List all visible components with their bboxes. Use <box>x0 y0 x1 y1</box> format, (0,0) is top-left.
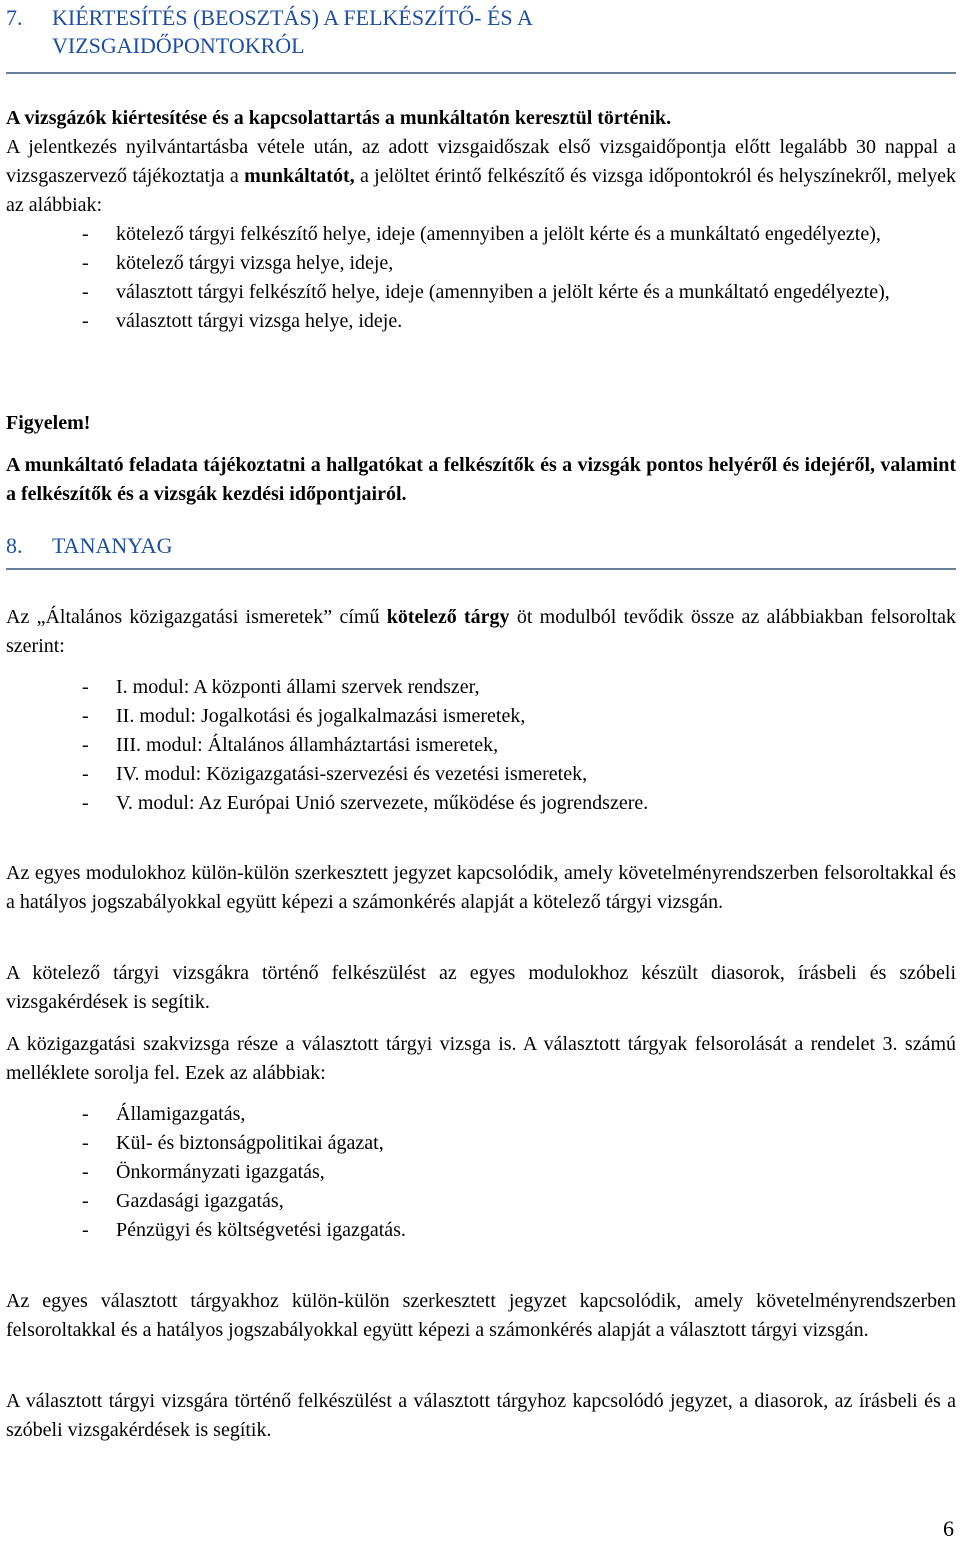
module-notes-paragraph: Az egyes modulokhoz külön-külön szerkesztett jegyzet kapcsolódik, amely követelményrendszerben felsoroltakkal és a hatályos jogszabályokkal együtt képezi a számonkérés alapját a kötelező tárgyi vizsgán. <box>6 862 956 913</box>
section-8-heading <box>6 532 956 570</box>
curriculum-intro <box>6 603 956 661</box>
list-item: - Államigazgatás, <box>6 1100 956 1129</box>
list-item: - Gazdasági igazgatás, <box>6 1187 956 1216</box>
mandatory-prep-paragraph: A kötelező tárgyi vizsgákra történő felkészülést az egyes modulokhoz készült diasorok, írásbeli és szóbeli vizsgakérdések is segítik. <box>6 962 956 1013</box>
elective-notes-paragraph: Az egyes választott tárgyakhoz külön-külön szerkesztett jegyzet kapcsolódik, amely követelményrendszerben felsoroltakkal és a hatályos jogszabályokkal együtt képezi a számonkérés alapját a választott tárgyi vizsgán. <box>6 1290 956 1341</box>
curriculum-intro-b: öt modulból tevődik össze az alábbiakban felsoroltak szerint: <box>6 606 956 657</box>
notification-intro: A vizsgázók kiértesítése és a kapcsolattartás a munkáltatón keresztül történik. <box>6 107 672 129</box>
registration-text-b: a jelöltet érintő felkészítő és vizsga időpontokról és helyszínekről, melyek az alábbiak: <box>6 165 957 216</box>
registration-paragraph <box>6 133 956 220</box>
section-7-title-line2: VIZSGAIDŐPONTOKRÓL <box>52 33 305 58</box>
module-list <box>6 673 956 818</box>
section-8-number: 8. <box>6 533 23 558</box>
elective-intro-paragraph: A közigazgatási szakvizsga része a választott tárgyi vizsga is. A választott tárgyak felsorolását a rendelet 3. számú melléklete sorolja fel. Ezek az alábbiak: <box>6 1033 956 1084</box>
list-item: - II. modul: Jogalkotási és jogalkalmazási ismeretek, <box>6 702 956 731</box>
registration-text-a: A jelentkezés nyilvántartásba vétele után, az adott vizsgaidőszak első vizsgaidőpontja előtt legalább 30 nappal a vizsgaszervező tájékoztatja a <box>6 136 956 187</box>
schedule-list <box>6 220 956 336</box>
curriculum-intro-a: Az „Általános közigazgatási ismeretek” című <box>6 606 387 628</box>
list-item: - kötelező tárgyi felkészítő helye, ideje (amennyiben a jelölt kérte és a munkáltató engedélyezte), <box>6 220 956 249</box>
section-7-body <box>6 104 956 336</box>
page-number: 6 <box>943 1516 954 1541</box>
registration-text-bold: munkáltatót, <box>244 165 355 187</box>
elective-list <box>6 1100 956 1245</box>
curriculum-intro-bold: kötelező tárgy <box>386 606 510 628</box>
list-item: - IV. modul: Közigazgatási-szervezési és vezetési ismeretek, <box>6 760 956 789</box>
elective-prep-paragraph: A választott tárgyi vizsgára történő felkészülést a választott tárgyhoz kapcsolódó jegyzet, a diasorok, az írásbeli és a szóbeli vizsgakérdések is segítik. <box>6 1390 956 1441</box>
section-8-title: TANANYAG <box>52 533 173 558</box>
attention-text: A munkáltató feladata tájékoztatni a hallgatókat a felkészítők és a vizsgák pontos helyéről és idejéről, valamint a felkészítők és a vizsgák kezdési időpontjairól. <box>6 454 956 505</box>
section-7-heading <box>6 4 956 74</box>
section-7-title-line1: KIÉRTESÍTÉS (BEOSZTÁS) A FELKÉSZÍTŐ- ÉS A <box>52 5 533 30</box>
list-item: - választott tárgyi vizsga helye, ideje. <box>6 307 956 336</box>
list-item: - kötelező tárgyi vizsga helye, ideje, <box>6 249 956 278</box>
list-item: - V. modul: Az Európai Unió szervezete, működése és jogrendszere. <box>6 789 956 818</box>
list-item: - Pénzügyi és költségvetési igazgatás. <box>6 1216 956 1245</box>
list-item: - III. modul: Általános államháztartási ismeretek, <box>6 731 956 760</box>
attention-label: Figyelem! <box>6 412 91 434</box>
list-item: - Kül- és biztonságpolitikai ágazat, <box>6 1129 956 1158</box>
list-item: - I. modul: A központi állami szervek rendszer, <box>6 673 956 702</box>
list-item: - választott tárgyi felkészítő helye, ideje (amennyiben a jelölt kérte és a munkáltató engedélyezte), <box>6 278 956 307</box>
section-7-number: 7. <box>6 5 23 30</box>
list-item: - Önkormányzati igazgatás, <box>6 1158 956 1187</box>
